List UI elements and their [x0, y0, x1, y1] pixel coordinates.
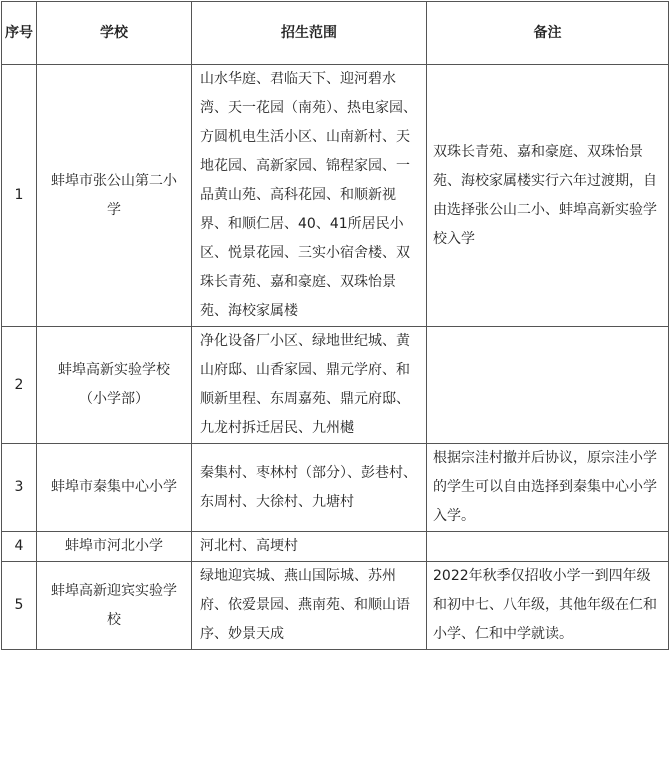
remark: 根据宗洼村撤并后协议，原宗洼小学的学生可以自由选择到秦集中心小学入学。: [427, 444, 669, 532]
table-row: [2, 65, 669, 327]
row-number: 2: [2, 327, 37, 444]
table-header-row: [2, 2, 669, 65]
remark: [427, 327, 669, 444]
row-number: 4: [2, 532, 37, 562]
school-name: 蚌埠市秦集中心小学: [37, 444, 192, 532]
school-name: 蚌埠高新迎宾实验学校: [37, 562, 192, 650]
school-name: 蚌埠市河北小学: [37, 532, 192, 562]
enrollment-scope: 秦集村、枣林村（部分）、彭巷村、东周村、大徐村、九塘村: [192, 444, 427, 532]
enrollment-scope: 山水华庭、君临天下、迎河碧水湾、天一花园（南苑）、热电家园、方圆机电生活小区、山南新村、天地花园、高新家园、锦程家园、一品黄山苑、高科花园、和顺新视界、和顺仁居、40、41所居民小区、悦景花园、三实小宿舍楼、双珠长青苑、嘉和豪庭、双珠怡景苑、海校家属楼: [192, 65, 427, 327]
enrollment-table: [1, 1, 669, 650]
remark: 双珠长青苑、嘉和豪庭、双珠怡景苑、海校家属楼实行六年过渡期，自由选择张公山二小、蚌埠高新实验学校入学: [427, 65, 669, 327]
row-number: 1: [2, 65, 37, 327]
remark: [427, 532, 669, 562]
enrollment-scope: 河北村、高埂村: [192, 532, 427, 562]
header-note: 备注: [427, 2, 669, 65]
row-number: 3: [2, 444, 37, 532]
enrollment-scope: 绿地迎宾城、燕山国际城、苏州府、依爱景园、燕南苑、和顺山语序、妙景天成: [192, 562, 427, 650]
header-school: 学校: [37, 2, 192, 65]
remark: 2022年秋季仅招收小学一到四年级和初中七、八年级，其他年级在仁和小学、仁和中学就读。: [427, 562, 669, 650]
header-scope: 招生范围: [192, 2, 427, 65]
row-number: 5: [2, 562, 37, 650]
table-row: [2, 532, 669, 562]
school-name: 蚌埠市张公山第二小学: [37, 65, 192, 327]
table-row: [2, 327, 669, 444]
school-name: 蚌埠高新实验学校（小学部）: [37, 327, 192, 444]
table-row: [2, 562, 669, 650]
header-seq: 序号: [2, 2, 37, 65]
table-row: [2, 444, 669, 532]
enrollment-scope: 净化设备厂小区、绿地世纪城、黄山府邸、山香家园、鼎元学府、和顺新里程、东周嘉苑、鼎元府邸、九龙村拆迁居民、九州樾: [192, 327, 427, 444]
